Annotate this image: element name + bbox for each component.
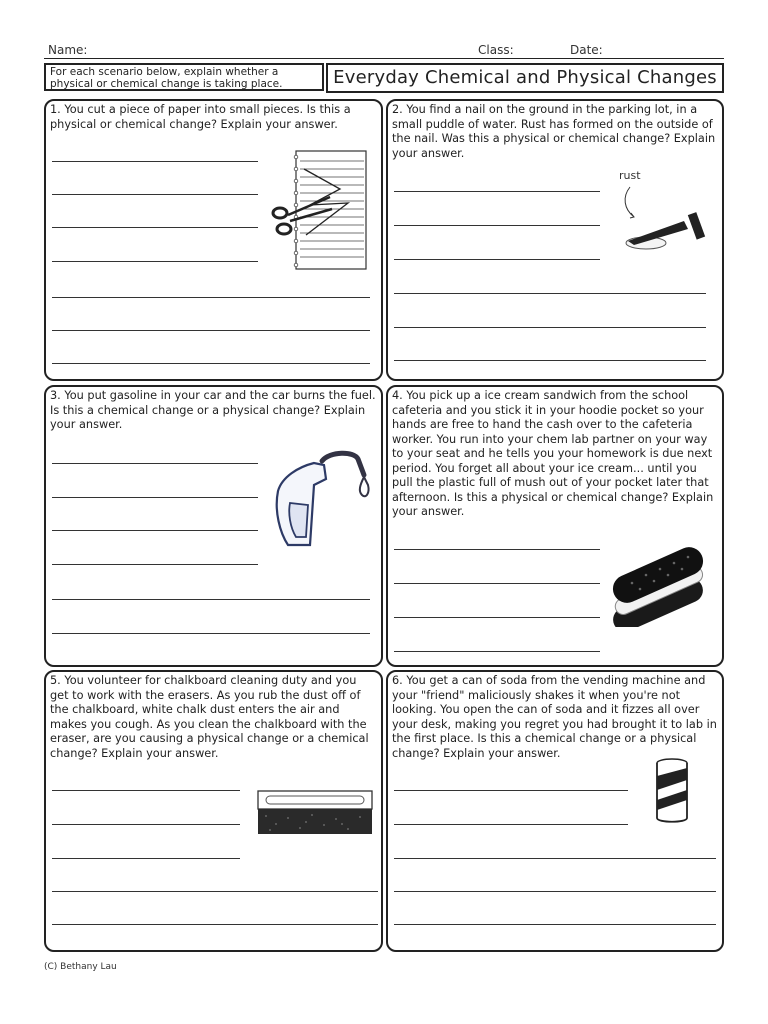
- ice-cream-sandwich-icon: [602, 531, 716, 627]
- soda-can-icon: [650, 756, 694, 826]
- answer-line[interactable]: [52, 891, 378, 892]
- answer-line[interactable]: [52, 790, 240, 791]
- question-text-5: 5. You volunteer for chalkboard cleaning duty and you get to work with the erasers. As you rub the dust off of the chalkboard, white chalk dust enters the air and makes you cough. As you clean the chalkboard with the eraser, are you causing a physical change or a chemical change? Explain your answer.: [50, 674, 369, 760]
- answer-line[interactable]: [394, 824, 628, 825]
- answer-line[interactable]: [52, 363, 370, 364]
- answer-line[interactable]: [52, 564, 258, 565]
- answer-line[interactable]: [394, 549, 600, 550]
- question-card-6: [386, 670, 724, 952]
- question-text-4: 4. You pick up a ice cream sandwich from the school cafeteria and you stick it in your hoodie pocket so your hands are free to hand the cash over to the cafeteria worker. You run into your chem lab partner on your way to your seat and he tells you your homework is due next period. You forget all about your ice cream... until you pull the plastic full of mush out of your pocket later that afternoon. Is this a physical or chemical change? Explain your answer.: [392, 389, 714, 518]
- question-text-3: 3. You put gasoline in your car and the car burns the fuel. Is this a chemical change or a physical change? Explain your answer.: [50, 389, 376, 431]
- name-label: Name:: [48, 43, 88, 57]
- class-label: Class:: [478, 43, 514, 57]
- instructions-box: For each scenario below, explain whether a physical or chemical change is taking place.: [44, 63, 324, 91]
- answer-line[interactable]: [394, 617, 600, 618]
- answer-line[interactable]: [394, 259, 600, 260]
- answer-line[interactable]: [52, 497, 258, 498]
- answer-line[interactable]: [52, 330, 370, 331]
- answer-line[interactable]: [52, 858, 240, 859]
- answer-line[interactable]: [394, 360, 706, 361]
- name-line[interactable]: [44, 58, 724, 59]
- question-text-1: 1. You cut a piece of paper into small pieces. Is this a physical or chemical change? Explain your answer.: [50, 103, 351, 131]
- question-text-6: 6. You get a can of soda from the vending machine and your "friend" maliciously shakes it when you're not looking. You open the can of soda and it fizzes all over your desk, making you regret you had brought it to lab in the first place. Is this a chemical change or a physical change? Explain your answer.: [392, 674, 717, 760]
- question-card-2: [386, 99, 724, 381]
- question-card-4: [386, 385, 724, 667]
- answer-line[interactable]: [394, 327, 706, 328]
- date-label: Date:: [570, 43, 603, 57]
- worksheet-title: Everyday Chemical and Physical Changes: [326, 63, 724, 93]
- answer-line[interactable]: [52, 463, 258, 464]
- answer-line[interactable]: [52, 161, 258, 162]
- answer-line[interactable]: [394, 225, 600, 226]
- answer-line[interactable]: [52, 194, 258, 195]
- copyright-footer: (C) Bethany Lau: [44, 962, 117, 972]
- rust-label: rust: [619, 169, 641, 182]
- answer-line[interactable]: [394, 651, 600, 652]
- answer-line[interactable]: [52, 924, 378, 925]
- answer-line[interactable]: [394, 924, 716, 925]
- answer-line[interactable]: [394, 583, 600, 584]
- question-card-3: [44, 385, 383, 667]
- answer-line[interactable]: [52, 633, 370, 634]
- answer-line[interactable]: [52, 530, 258, 531]
- rusty-nail-icon: [614, 181, 708, 257]
- answer-line[interactable]: [394, 858, 716, 859]
- answer-line[interactable]: [394, 293, 706, 294]
- question-card-5: [44, 670, 383, 952]
- answer-line[interactable]: [52, 261, 258, 262]
- answer-line[interactable]: [394, 891, 716, 892]
- answer-line[interactable]: [394, 191, 600, 192]
- scissors-cutting-paper-icon: [270, 145, 370, 273]
- question-text-2: 2. You find a nail on the ground in the parking lot, in a small puddle of water. Rust has formed on the outside of the nail. Was this a physical or chemical change? Explain your answer.: [392, 103, 716, 160]
- question-card-1: [44, 99, 383, 381]
- answer-line[interactable]: [52, 227, 258, 228]
- answer-line[interactable]: [52, 297, 370, 298]
- answer-line[interactable]: [394, 790, 628, 791]
- answer-line[interactable]: [52, 824, 240, 825]
- gas-pump-nozzle-icon: [268, 447, 378, 557]
- chalkboard-eraser-icon: [254, 788, 376, 836]
- answer-line[interactable]: [52, 599, 370, 600]
